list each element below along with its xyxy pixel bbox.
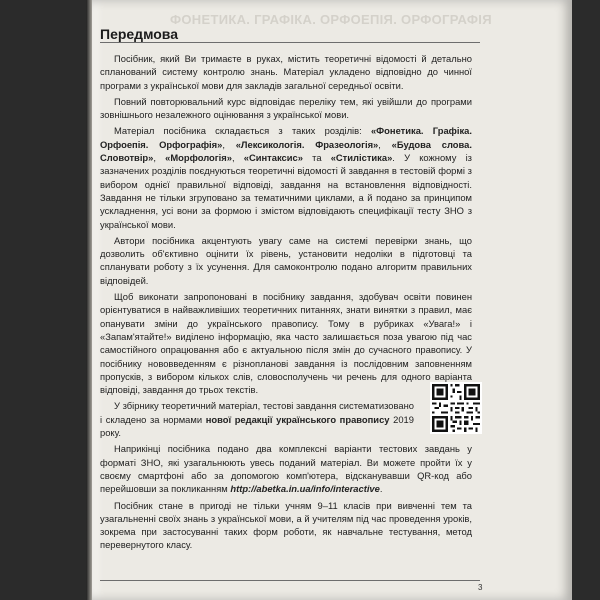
paragraph-5: Щоб виконати запропоновані в посібнику завдання, здобувач освіти повинен орієнтуватися в найважливіших теоретичних питаннях, знати винятки з правил, має опанувати зміни до українського правопису. Тому в рубриках «Увага!» і «Запам'ятайте!» виділено інформацію, яка часто залишається поза увагою під час самостійного опрацювання або є актуальною після змін до сучасного правопису. У посібнику нововведенням є різнопланові завдання із послідовним заповненням пропусків, з вибором кількох слів, словосполучень чи речень для одного варіанта відповіді, завдання до трьох текстів. [100, 291, 472, 396]
body-text [100, 52, 472, 555]
page-title: Передмова [100, 26, 179, 42]
page-number: 3 [478, 583, 483, 592]
interactive-link[interactable]: http://abetka.in.ua/info/interactive [230, 483, 380, 495]
paragraph-7: Наприкінці посібника подано два комплексні варіанти тестових завдань у форматі ЗНО, які узагальнюють увесь поданий матеріал. Ви можете пройти їх у своєму смартфоні або за допомогою комп'ютера, відсканувавши QR-код або перейшовши за покликанням http://abetka.in.ua/info/interactive. [100, 443, 472, 495]
footer-divider [100, 580, 480, 581]
bleed-through-header: ФОНЕТИКА. ГРАФІКА. ОРФОЕПІЯ. ОРФОГРАФІЯ [170, 12, 492, 27]
title-divider [100, 42, 480, 43]
paragraph-6: У збірнику теоретичний матеріал, тестові завдання систематизовано і складено за нормами нової редакції українського правопису 2019 року. [100, 400, 414, 439]
qr-code-icon[interactable] [430, 382, 482, 434]
paragraph-2: Повний повторювальний курс відповідає переліку тем, які увійшли до програми зовнішнього незалежного оцінювання з української мови. [100, 95, 472, 121]
paragraph-4: Автори посібника акцентують увагу саме на системі перевірки знань, що дозволить об'єктивно оцінити їх рівень, установити недоліки в підготовці та спланувати роботу з їх усунення. Для самоконтролю подано алгоритм правильних відповідей. [100, 234, 472, 286]
paragraph-3: Матеріал посібника складається з таких розділів: «Фонетика. Графіка. Орфоепія. Орфографія», «Лексикологія. Фразеологія», «Будова слова. Словотвір», «Морфологія», «Синтаксис» та «Стилістика». У кожному із зазначених розділів поєднуються теоретичні відомості й завдання в тестовій формі з вибором однієї правильної відповіді, завдання на встановлення відповідності. Завдання не тільки згруповано за тематичними циклами, а й подано за принципом ускладнення, усі вони за формою і змістом відповідають специфікації тесту ЗНО з української мови. [100, 125, 472, 230]
paragraph-1: Посібник, який Ви тримаєте в руках, містить теоретичні відомості й детально спланований систему контролю знань. Матеріал укладено відповідно до чинної програми з української мови для закладів загальної середньої освіти. [100, 53, 472, 91]
paragraph-8: Посібник стане в пригоді не тільки учням 9–11 класів при вивченні тем та узагальненні своїх знань з української мови, а й учителям під час проведення уроків, зокрема при застосуванні таких форм роботи, як навчальне тестування, метод перевернутого класу. [100, 499, 472, 551]
